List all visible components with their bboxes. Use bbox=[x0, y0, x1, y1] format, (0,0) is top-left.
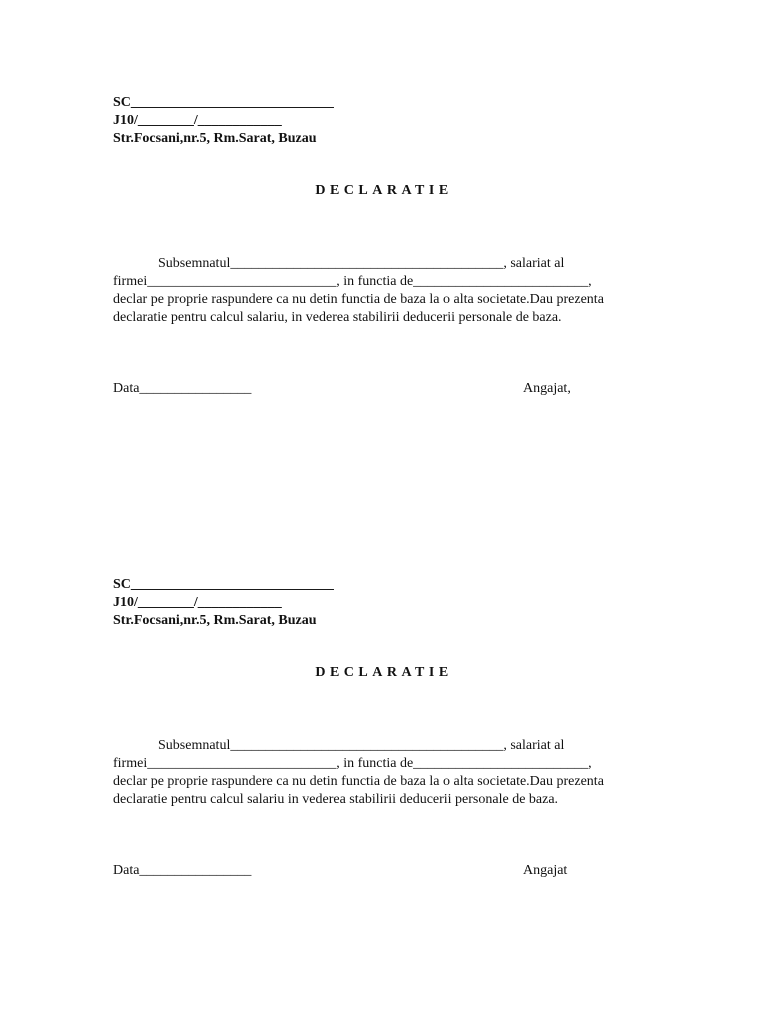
paragraph-line-2: firmei___________________________, in functia de_________________________, bbox=[113, 274, 592, 289]
paragraph-line-3: declar pe proprie raspundere ca nu detin functia de baza la o alta societate.Dau prezenta bbox=[113, 292, 604, 307]
declaration-form-1 bbox=[0, 0, 768, 420]
date-field: Data________________ bbox=[113, 381, 252, 396]
paragraph-line-1: Subsemnatul_______________________________________, salariat al bbox=[158, 738, 565, 753]
employee-signature-label: Angajat, bbox=[523, 381, 571, 396]
company-address: Str.Focsani,nr.5, Rm.Sarat, Buzau bbox=[113, 131, 317, 146]
paragraph-line-4: declaratie pentru calcul salariu, in vederea stabilirii deducerii personale de baza. bbox=[113, 310, 562, 325]
paragraph-line-3: declar pe proprie raspundere ca nu detin functia de baza la o alta societate.Dau prezenta bbox=[113, 774, 604, 789]
company-name-field: SC_____________________________ bbox=[113, 95, 334, 110]
registration-number-field: J10/________/____________ bbox=[113, 113, 282, 128]
paragraph-line-4: declaratie pentru calcul salariu in vederea stabilirii deducerii personale de baza. bbox=[113, 792, 559, 807]
date-field: Data________________ bbox=[113, 863, 252, 878]
registration-number-field: J10/________/____________ bbox=[113, 595, 282, 610]
paragraph-line-2: firmei___________________________, in functia de_________________________, bbox=[113, 756, 592, 771]
company-address: Str.Focsani,nr.5, Rm.Sarat, Buzau bbox=[113, 613, 317, 628]
declaration-form-2 bbox=[0, 482, 768, 902]
company-name-field: SC_____________________________ bbox=[113, 577, 334, 592]
declaration-title: DECLARATIE bbox=[315, 183, 453, 198]
paragraph-line-1: Subsemnatul_______________________________________, salariat al bbox=[158, 256, 565, 271]
declaration-title: DECLARATIE bbox=[315, 665, 453, 680]
employee-signature-label: Angajat bbox=[523, 863, 568, 878]
